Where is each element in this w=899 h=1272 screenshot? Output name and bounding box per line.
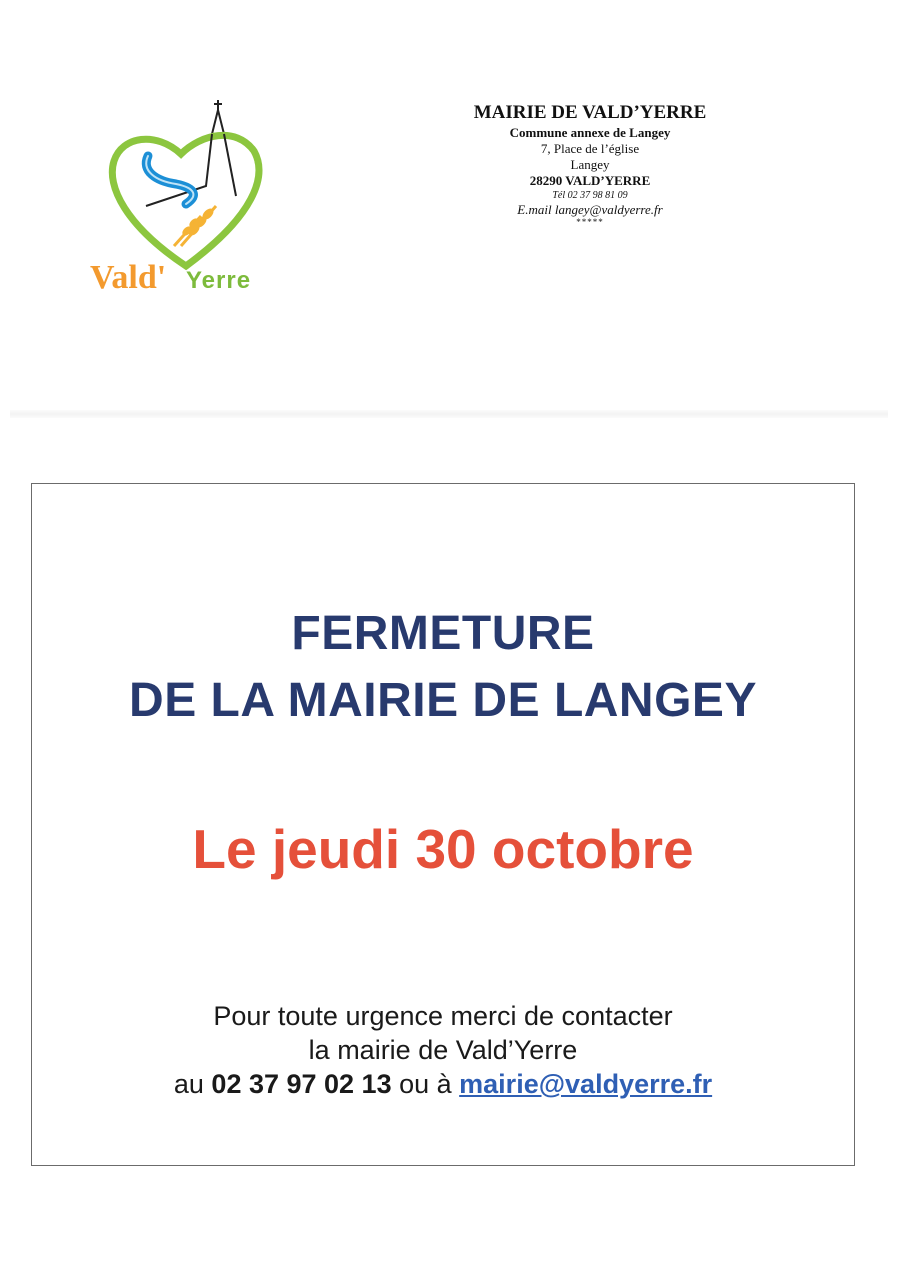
letterhead-title: MAIRIE DE VALD’YERRE — [473, 102, 707, 123]
letterhead-town: Langey — [570, 157, 610, 172]
letterhead-address: 7, Place de l’église — [540, 141, 640, 156]
logo-wordmark-part1: Vald' — [90, 259, 167, 296]
letterhead-postal: 28290 VALD’YERRE — [529, 173, 651, 188]
notice-headline-line1: FERMETURE — [291, 607, 595, 660]
contact-line3 — [32, 1067, 854, 1101]
logo-wordmark-part2: Yerre — [186, 267, 252, 294]
contact-line1: Pour toute urgence merci de contacter — [213, 1001, 673, 1031]
contact-phone: 02 37 97 02 13 — [211, 1069, 392, 1099]
heart-logo-icon — [86, 96, 286, 296]
closure-notice-box — [31, 483, 855, 1166]
letterhead-subtitle: Commune annexe de Langey — [509, 125, 671, 140]
vald-yerre-logo — [86, 96, 286, 296]
notice-contact — [32, 999, 854, 1101]
notice-headline-line2: DE LA MAIRIE DE LANGEY — [129, 674, 757, 727]
contact-email-link[interactable]: mairie@valdyerre.fr — [459, 1069, 713, 1099]
letterhead-stars: ***** — [576, 217, 604, 227]
letterhead-tel: Tél 02 37 98 81 09 — [552, 190, 628, 201]
contact-line2: la mairie de Vald’Yerre — [308, 1035, 578, 1065]
contact-middle: ou à — [391, 1069, 460, 1099]
contact-prefix: au — [173, 1069, 212, 1099]
notice-date: Le jeudi 30 octobre — [192, 818, 694, 880]
letterhead-email: E.mail langey@valdyerre.fr — [517, 202, 663, 217]
scan-divider — [10, 410, 888, 418]
letterhead — [440, 102, 740, 226]
